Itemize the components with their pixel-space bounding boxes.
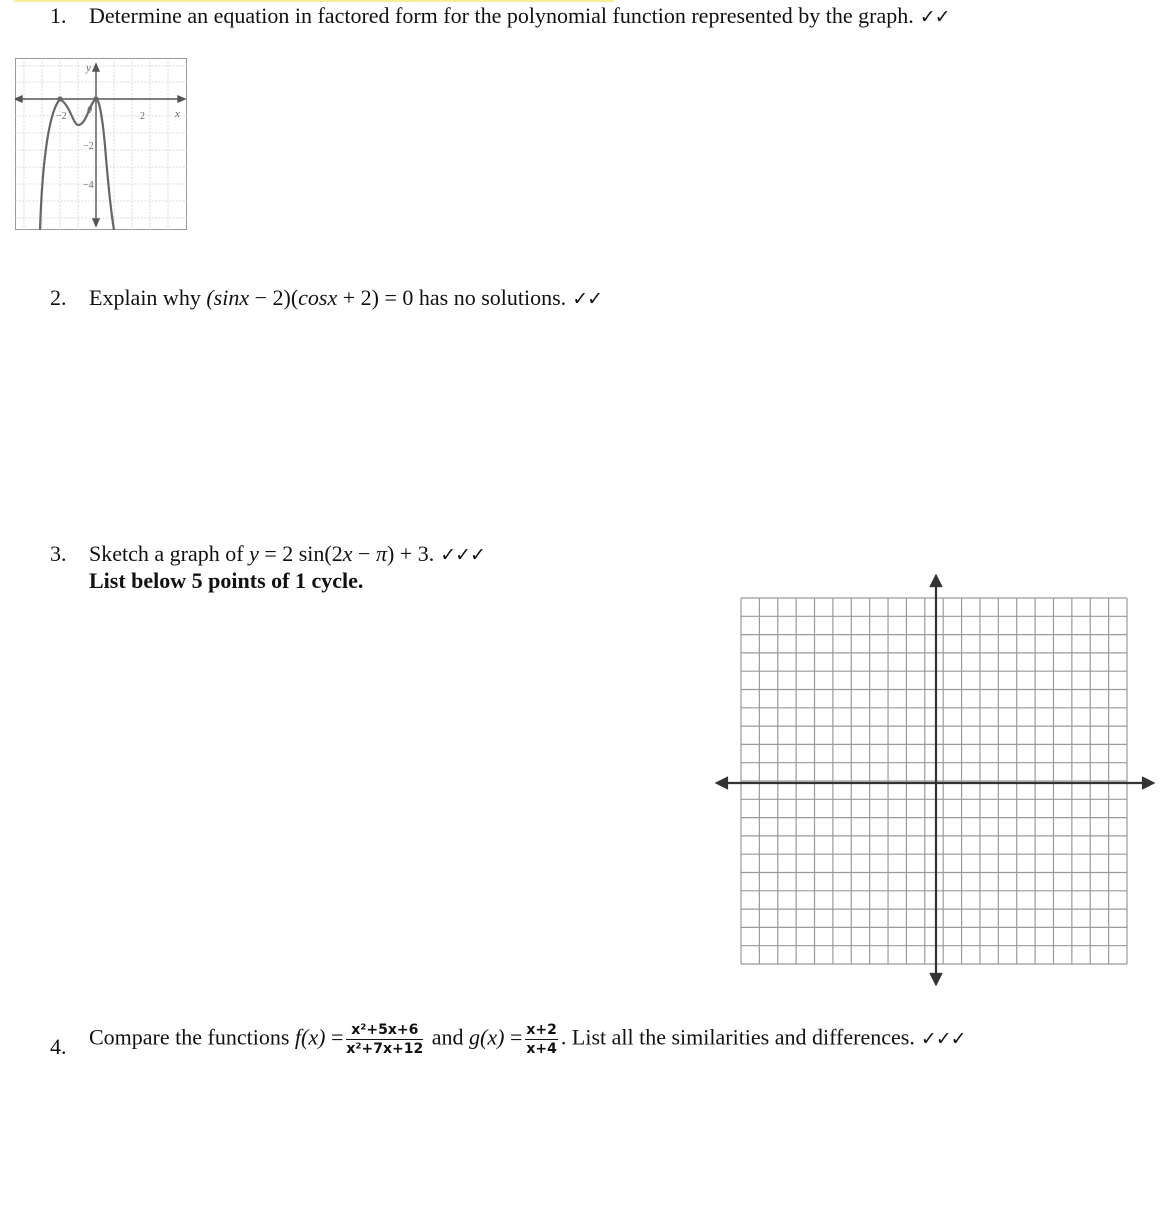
function-name: g (469, 1024, 481, 1050)
question-2 (0, 285, 1162, 313)
graph-x-tick-2: 2 (140, 111, 145, 122)
math-expression: − 2)( (249, 285, 299, 310)
highlight-strip (14, 0, 614, 2)
check-marks: ✓✓ (572, 288, 603, 310)
graph-x-label: x (175, 108, 180, 120)
polynomial-graph (15, 58, 187, 230)
fraction-numerator: x+2 (526, 1022, 557, 1038)
fraction-g (525, 1022, 558, 1057)
check-marks: ✓✓✓ (440, 544, 485, 566)
question-text: Determine an equation in factored form for the polynomial function represented by the graph. (89, 3, 914, 28)
check-marks: ✓✓✓ (920, 1027, 966, 1050)
graph-x-tick-neg2: −2 (56, 111, 67, 122)
fraction-numerator: x²+5x+6 (346, 1022, 423, 1040)
question-subtext: List below 5 points of 1 cycle. (89, 568, 364, 593)
check-marks: ✓✓ (919, 6, 950, 28)
math-expression: − (352, 541, 376, 566)
math-expression: + 2) = 0 (337, 285, 414, 310)
blank-sketch-grid (715, 574, 1155, 986)
graph-y-label: y (86, 62, 91, 74)
graph-y-tick-neg4: −4 (83, 180, 94, 191)
question-number: 1. (50, 3, 67, 28)
function-arg: (x) (301, 1024, 326, 1050)
question-number: 4. (50, 1034, 67, 1059)
math-variable: π (375, 541, 387, 566)
question-text: and (426, 1024, 470, 1050)
question-text: . List all the similarities and differences. (560, 1024, 915, 1050)
graph-origin-label: 0 (87, 105, 92, 116)
math-expression: = 2 sin(2 (258, 541, 343, 566)
fraction-denominator: x²+7x+12 (346, 1041, 424, 1057)
fraction-denominator: x+4 (526, 1041, 557, 1057)
graph-y-tick-neg2: −2 (83, 141, 94, 152)
question-text: Explain why (89, 285, 207, 310)
question-1 (0, 3, 1162, 31)
question-number: 2. (50, 285, 67, 310)
equals-sign: = (504, 1024, 523, 1050)
question-text: has no solutions. (413, 285, 567, 310)
equals-sign: = (325, 1024, 344, 1050)
question-text: Compare the functions (89, 1024, 295, 1050)
question-text: Sketch a graph of (89, 541, 250, 566)
function-arg: (x) (480, 1024, 505, 1050)
math-variable: x (342, 541, 353, 566)
math-expression: cosx (298, 285, 338, 310)
function-name: f (294, 1024, 302, 1050)
question-4 (0, 1022, 1162, 1072)
math-expression: ) + 3. (386, 541, 435, 566)
math-variable: y (249, 541, 259, 566)
question-number: 3. (50, 541, 67, 566)
fraction-f (346, 1022, 423, 1057)
math-expression: (sinx (206, 285, 250, 310)
